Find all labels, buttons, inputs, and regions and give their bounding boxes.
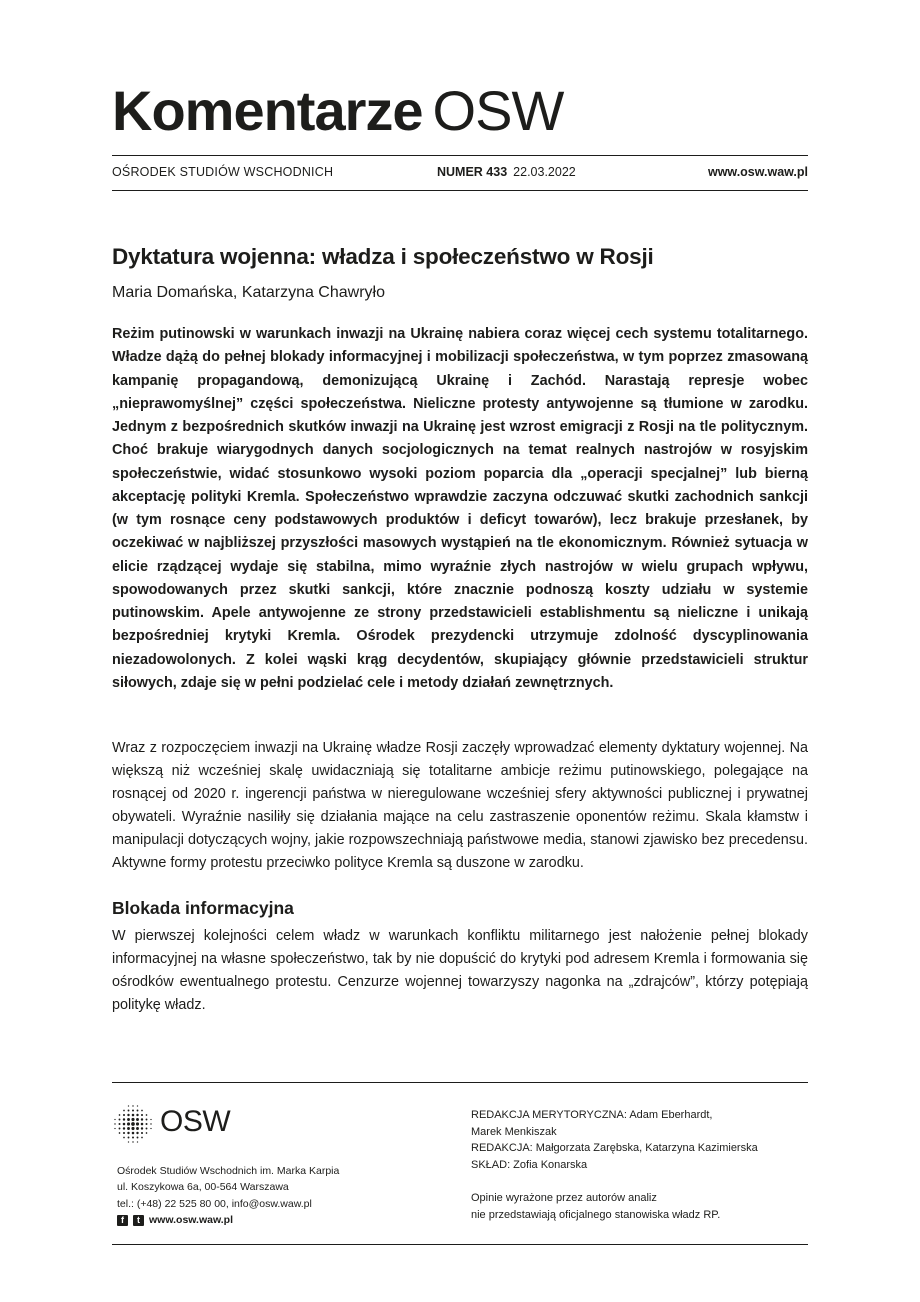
issue-date: 22.03.2022 (513, 165, 576, 179)
credit-line: REDAKCJA: Małgorzata Zarębska, Katarzyna Kazimierska (471, 1142, 758, 1155)
address-line: ul. Koszykowa 6a, 00-564 Warszawa (117, 1181, 289, 1194)
footer-site-line (117, 1212, 339, 1228)
osw-globe-icon (112, 1103, 154, 1145)
osw-logo (112, 1103, 312, 1143)
masthead (112, 78, 563, 144)
footer-credits (471, 1107, 758, 1223)
issue-info (437, 165, 576, 179)
header-website-link[interactable]: www.osw.waw.pl (707, 165, 808, 179)
credit-line: Marek Menkiszak (471, 1125, 557, 1138)
credit-line: SKŁAD: Zofia Konarska (471, 1158, 588, 1171)
logo-text: OSW (160, 1105, 231, 1138)
body-paragraph-1: Wraz z rozpoczęciem inwazji na Ukrainę władze Rosji zaczęły wprowadzać elementy dyktatury wojennej. Na większą niż wcześniej skalę uwidaczniają się totalitarne ambicje reżimu putinowskiego, polegające na rosnącej od 2020 r. ingerencji państwa w nieregulowane wcześniej sfery aktywności publicznej i prywatnej obywateli. Wyraźnie nasiliły się działania mające na celu zastraszenie oponentów reżimu. Skala kłamstw i manipulacji dotyczących wojny, jakie rozpowszechniają państwowe media, stanowi zjawisko bez precedensu. Aktywne formy protestu przeciwko polityce Kremla są duszone w zarodku. (112, 740, 808, 872)
disclaimer-line: Opinie wyrażone przez autorów analiz (471, 1191, 657, 1204)
facebook-icon[interactable]: f (117, 1215, 128, 1226)
lead-paragraph: Reżim putinowski w warunkach inwazji na Ukrainę nabiera coraz więcej cech systemu totalitarnego. Władze dążą do pełnej blokady informacyjnej i mobilizacji społeczeństwa, w tym poprzez zmasowaną kampanię propagandową, demonizującą Ukrainę i Zachód. Narastają represje wobec „nieprawomyślnej” części społeczeństwa. Nieliczne protesty antywojenne są tłumione w zarodku. Jednym z bezpośrednich skutków inwazji na Ukrainę jest wzrost emigracji z Rosji na tle politycznym. Choć brakuje wiarygodnych danych socjologicznych na temat realnych nastrojów w rosyjskim społeczeństwie, widać stosunkowo wysoki poziom poparcia dla „operacji specjalnej” lub bierną akceptację polityki Kremla. Społeczeństwo wprawdzie zaczyna odczuwać skutki zachodnich sankcji (w tym rosnące ceny podstawowych produktów i deficyt towarów), lecz brakuje przesłanek, by oczekiwać w najbliższej przyszłości masowych wystąpień na tle ekonomicznym. Również sytuacja w elicie rządzącej wydaje się stabilna, mimo wyraźnie złych nastrojów w wielu grupach wpływu, spowodowanych przez skutki sankcji, które znacznie podnoszą koszty udziału w systemie putinowskim. Apele antywojenne ze strony przedstawicieli establishmentu są nieliczne i unikają bezpośredniej krytyki Kremla. Ośrodek prezydencki utrzymuje zdolność dyscyplinowania niezadowolonych. Z kolei wąski krąg decydentów, skupiający głównie przedstawicieli struktur siłowych, zdaje się w pełni podzielać cele i metody działań zewnętrznych. (112, 326, 808, 691)
footer-rule-bottom (112, 1244, 808, 1245)
address-line: tel.: (+48) 22 525 80 00, info@osw.waw.pl (117, 1197, 312, 1210)
credit-line: REDAKCJA MERYTORYCZNA: Adam Eberhardt, (471, 1109, 713, 1121)
footer-address (117, 1163, 339, 1229)
body-paragraph-2: W pierwszej kolejności celem władz w warunkach konfliktu militarnego jest nałożenie pełnej blokady informacyjnej na własne społeczeństwo, tak by nie dopuścić do krytyki pod adresem Kremla i formowania się ośrodków ewentualnego protestu. Cenzurze wojennej towarzyszy nagonka na „zdrajców”, którzy potępiają politykę władz. (112, 928, 808, 1014)
twitter-icon[interactable]: t (133, 1215, 144, 1226)
masthead-rule-bottom (112, 190, 808, 191)
issue-number: NUMER 433 (437, 165, 508, 179)
organization-name: OŚRODEK STUDIÓW WSCHODNICH (112, 165, 334, 179)
footer-website-link[interactable]: www.osw.waw.pl (149, 1214, 234, 1227)
masthead-rule-top (112, 155, 808, 156)
meta-row (112, 165, 808, 181)
section-heading: Blokada informacyjna (112, 898, 294, 918)
masthead-osw: OSW (432, 79, 564, 142)
footer-rule-top (112, 1082, 808, 1083)
article-title: Dyktatura wojenna: władza i społeczeństwo w Rosji (112, 244, 654, 269)
disclaimer-line: nie przedstawiają oficjalnego stanowiska władz RP. (471, 1208, 721, 1221)
address-line: Ośrodek Studiów Wschodnich im. Marka Karpia (117, 1165, 340, 1177)
article-authors: Maria Domańska, Katarzyna Chawryło (112, 284, 385, 301)
masthead-title: Komentarze (112, 79, 423, 142)
